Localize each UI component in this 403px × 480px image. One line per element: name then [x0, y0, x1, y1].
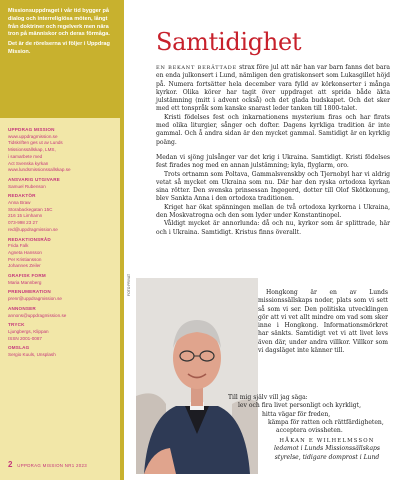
portrait-photo: [136, 278, 258, 474]
lead-caps: EN BEKANT BERÄTTADE: [156, 65, 238, 71]
masthead-line: Tidskriften ges ut av Lunds: [8, 140, 63, 146]
signature-name: HÅKAN E WILHELMSSON: [279, 438, 375, 444]
paragraph-3: Medan vi sjöng julsånger var det krig i Ukraina. Samtidigt. Kristi födelses fest firades nog med en annan julstämning; kyla, flyglarm, oro.: [156, 153, 390, 170]
masthead-line: www.lundsmissionssallskap.se: [8, 167, 71, 173]
masthead-line: Frida Falk: [8, 243, 29, 249]
article-body: [156, 64, 390, 237]
paragraph-2: Kristi födelses fest och inkarnationens mysterium firas och har firats med olika liturgier, sånger och dofter. Dagens kyrkliga tradition är inte gammal. Och å andra sidan är den mycket gammal. Samtidigt är en kyrklig poäng.: [156, 113, 390, 146]
signature-role: ledamot i Lunds Missionssällskaps: [273, 445, 381, 453]
photo-credit: FOTO PRIVAT: [127, 273, 131, 296]
masthead-line: Agneta Hansson: [8, 249, 42, 255]
intro-paragraph: Det är de rörelserna vi följer i Uppdrag Mission.: [8, 41, 110, 55]
masthead-line: www.uppdragmission.se: [8, 133, 58, 139]
hongkong-paragraph-block: [258, 289, 388, 355]
masthead-line: Ljungbergs, Klippan: [8, 328, 49, 334]
masthead-line: annons@uppdragmission.se: [8, 312, 67, 318]
masthead-panel: [0, 118, 120, 480]
intro-paragraph: Missionsuppdraget i vår tid bygger på dialog och interreligiösa möten, långt från doktriner och regelverk men nära tron på människor och deras förmåga.: [8, 8, 110, 38]
masthead-line: Johannes Zeiler: [8, 263, 41, 269]
masthead-line: Missionssällskap, LMS,: [8, 147, 56, 153]
masthead-heading: PRENUMERATION: [8, 289, 51, 295]
poem-line: lev och fira livet personligt och kyrkligt,: [238, 402, 361, 410]
masthead-heading: UPPDRAG MISSION: [8, 127, 55, 132]
article-title: Samtidighet: [156, 28, 302, 56]
paragraph-7: Hongkong är en av Lunds missionssällskaps noder, plats som vi sett så som vi ser. Den politiska utvecklingen gör att vi vet allt mindre om vad som sker inne i Hongkong. Informationsmörkret har sänkts. Samtidigt vet vi att livet levs även där, under andra villkor. Villkor som vi dagsläget inte känner till.: [258, 289, 388, 355]
poem-line: hitta vägar för freden,: [262, 410, 331, 418]
paragraph-1: strax före jul att när han var barn fanns det bara en enda julkonsert i Lund, nämligen den gratiskonsert som Lukasgillet höjd på. Numera fortsätter hela december vara fylld av körkonserter i många kyrkor. Olika körer har tagit över uppdraget att sprida både äkta julstämning (mitt i advent också) och det glada budskapet. Och det sker med ett tonspråk som kanske snarast leder tanken till 1800-talet.: [156, 64, 390, 113]
page-number: 2: [8, 460, 13, 469]
signature: [262, 437, 392, 462]
paragraph-4: Trots ortnamn som Poltava, Gammalsvenskby och Tjernobyl har vi aldrig vetat så mycket om Ukraina som nu. Där har den ryska ortodoxa kyrkan sina rötter. Den svenska prinsessan Ingegerd, dotter till Olof Skötkonung, blev Sankta Anna i den ortodoxa traditionen.: [156, 170, 390, 203]
masthead-line: 216 15 Limhamn: [8, 213, 43, 219]
masthead-heading: REDAKTÖR: [8, 193, 36, 199]
masthead-line: i samarbete med: [8, 153, 43, 159]
masthead-list: [8, 124, 116, 359]
masthead-line: Per Kristiansson: [8, 256, 42, 262]
masthead-line: Storabackegatan 15C: [8, 206, 53, 212]
masthead-line: red@uppdragmission.se: [8, 226, 58, 232]
poem-line: kämpa för ratten och rättfärdigheten,: [268, 418, 384, 426]
masthead-line: Sergio Kuuls, Unsplash: [8, 352, 56, 358]
masthead-heading: OMSLAG: [8, 345, 30, 351]
signature-role: styrelse, tidigare domprost i Lund: [274, 453, 380, 461]
footer-publication: UPPDRAG MISSION NR1 2023: [17, 463, 87, 468]
masthead-heading: ANSVARIG UTGIVARE: [8, 176, 60, 182]
masthead-heading: TRYCK: [8, 322, 25, 328]
sidebar-intro: [8, 8, 114, 59]
masthead-line: 073-998 23 27: [8, 220, 38, 226]
masthead-heading: REDAKTIONSRÅD: [8, 236, 51, 242]
masthead-line: Maria Mannberg: [8, 279, 42, 285]
poem-line: Till mig själv vill jag säga:: [228, 394, 308, 401]
masthead-line: prenr@uppdragmission.se: [8, 296, 62, 302]
masthead-line: Act Svenska kyrkan: [8, 160, 49, 166]
masthead-line: Samuel Rubenson: [8, 183, 46, 189]
poem-line: acceptera ovissheten.: [276, 427, 343, 435]
masthead-line: ISSN 2001-0087: [8, 335, 42, 341]
paragraph-6: Våldigt mycket är annorlunda: då och nu, kyrkor som är splittrade, här och i Ukraina. Samtidigt. Kristus finns överallt.: [156, 220, 390, 236]
poem: [228, 394, 388, 435]
paragraph-5: Kriget har ökat spänningen mellan de två ortodoxa kyrkorna i Ukraina, den Moskvatrogna och den som lyder under Konstantinopel.: [156, 203, 390, 220]
masthead-heading: ANNONSER: [8, 305, 36, 311]
portrait-illustration: [136, 278, 258, 474]
masthead-line: Anna Braw: [8, 200, 31, 206]
page-footer: [8, 460, 87, 469]
masthead-heading: GRAFISK FORM: [8, 273, 46, 279]
